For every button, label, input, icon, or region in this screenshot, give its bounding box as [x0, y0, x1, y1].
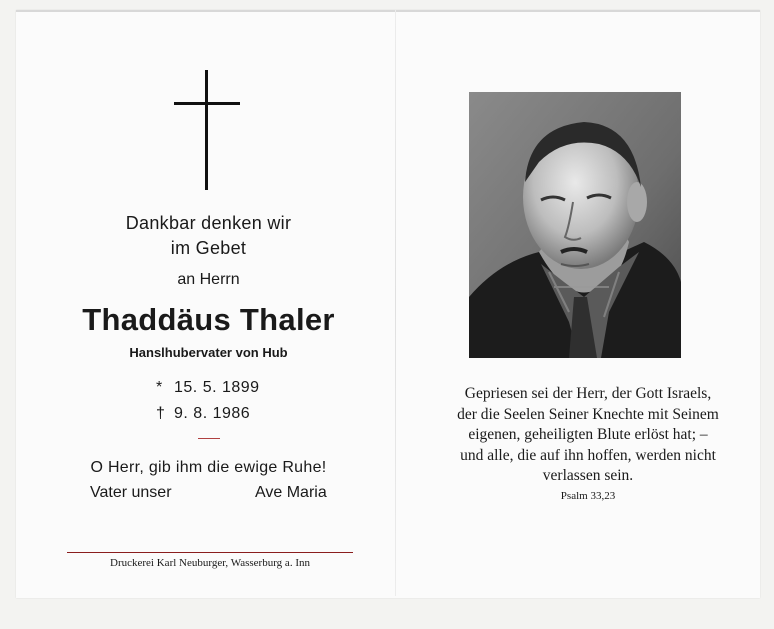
verse-reference: Psalm 33,23 [560, 490, 616, 502]
death-date: 9. 8. 1986 [174, 405, 251, 422]
prayer-line-1: Dankbar denken wir [125, 213, 292, 233]
birth-symbol: * [156, 379, 163, 396]
verse-line: verlassen sein. [542, 467, 634, 484]
prayer-vater-unser: Vater unser [90, 484, 172, 501]
deceased-subtitle: Hanslhubervater von Hub [129, 345, 288, 360]
verse-line: und alle, die auf ihn hoffen, werden nicht [460, 446, 716, 464]
rest-prayer: O Herr, gib ihm die ewige Ruhe! [90, 459, 327, 476]
prayer-line-2: im Gebet [170, 238, 247, 258]
salutation: an Herrn [177, 271, 240, 288]
death-date-row [156, 405, 250, 423]
portrait-photo [469, 92, 681, 358]
left-panel [16, 12, 416, 598]
bible-verse [424, 384, 752, 487]
prayer-ave-maria: Ave Maria [255, 484, 327, 501]
portrait-icon [469, 92, 681, 358]
memorial-card [16, 10, 760, 598]
divider-line [198, 438, 220, 439]
birth-date: 15. 5. 1899 [174, 379, 260, 396]
card-fold [395, 10, 396, 596]
birth-date-row [156, 379, 260, 397]
verse-line: eigenen, geheiligten Blute erlöst hat; – [468, 426, 708, 443]
printer-divider [67, 552, 353, 553]
verse-line: Gepriesen sei der Herr, der Gott Israels, [464, 385, 712, 402]
deceased-name: Thaddäus Thaler [82, 302, 335, 337]
death-symbol: † [156, 405, 166, 422]
right-panel [416, 12, 760, 598]
verse-line: der die Seelen Seiner Knechte mit Seinem [457, 405, 719, 423]
cross-icon [174, 70, 240, 190]
printer-credit: Druckerei Karl Neuburger, Wasserburg a. Inn [110, 557, 310, 569]
